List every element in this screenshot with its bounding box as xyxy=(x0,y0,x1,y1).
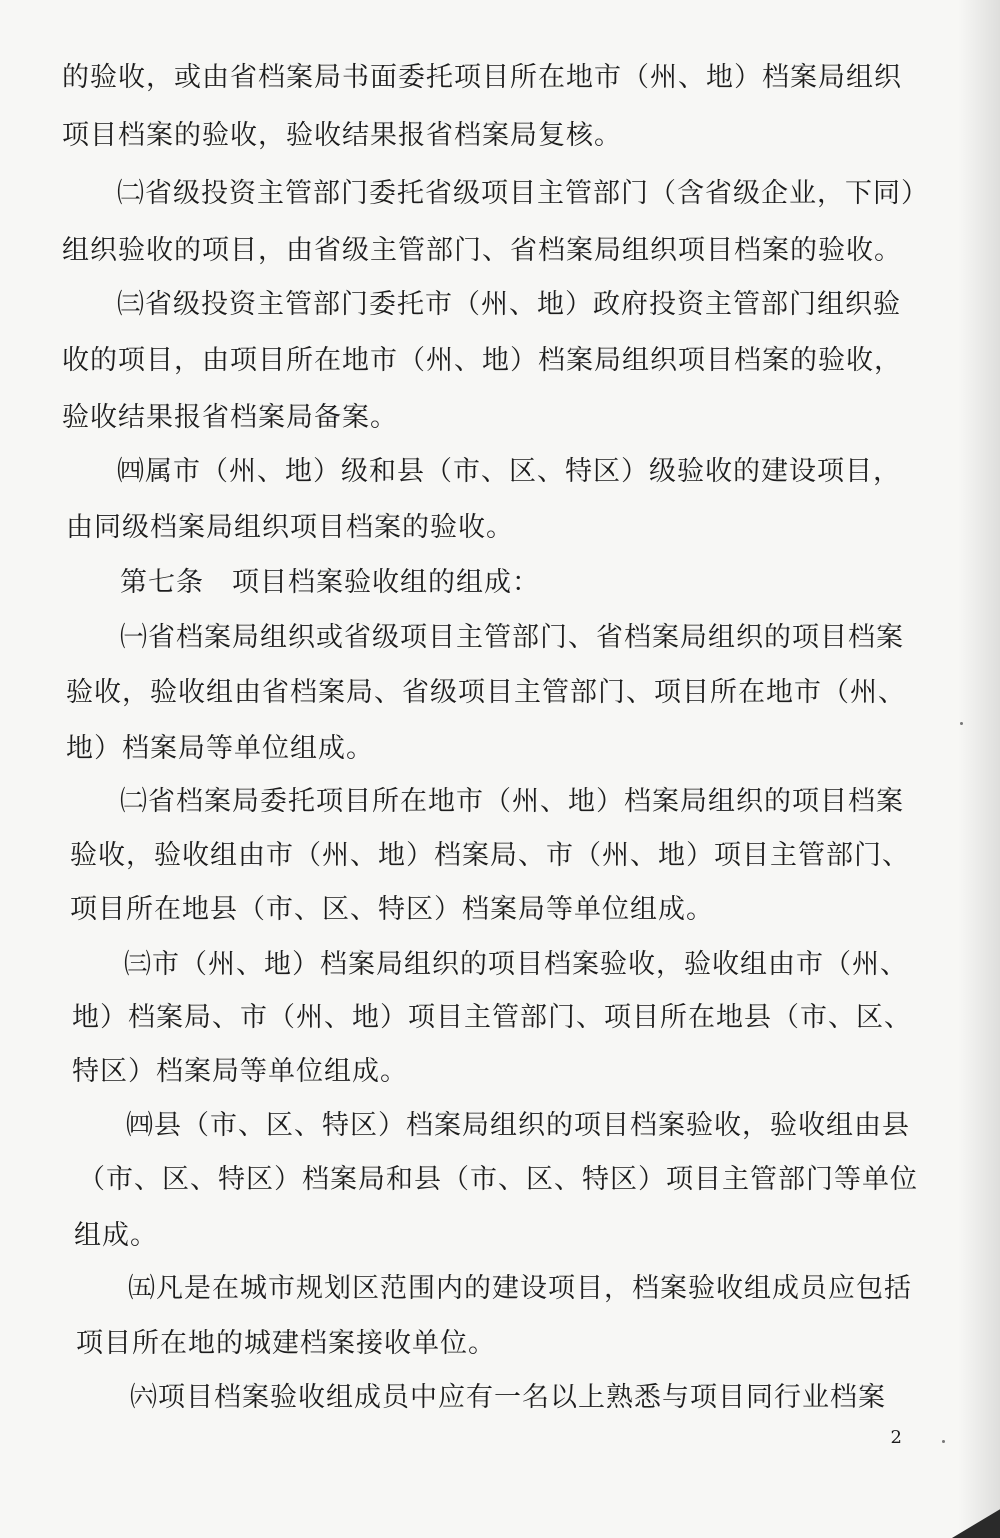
text-line: 收的项目，由项目所在地市（州、地）档案局组织项目档案的验收， xyxy=(62,345,902,376)
scan-edge-shadow xyxy=(958,0,1000,1538)
text-line: ㈣属市（州、地）级和县（市、区、特区）级验收的建设项目， xyxy=(117,456,901,487)
text-line: ㈣县（市、区、特区）档案局组织的项目档案验收，验收组由县 xyxy=(126,1110,910,1141)
text-line: 组织验收的项目，由省级主管部门、省档案局组织项目档案的验收。 xyxy=(62,235,902,266)
text-line: 项目所在地县（市、区、特区）档案局等单位组成。 xyxy=(70,894,714,925)
section-heading: 第七条 项目档案验收组的组成： xyxy=(120,567,540,598)
text-line: 由同级档案局组织项目档案的验收。 xyxy=(66,512,514,543)
scan-speck xyxy=(960,722,963,725)
text-line: 的验收，或由省档案局书面委托项目所在地市（州、地）档案局组织 xyxy=(62,62,902,93)
text-line: ㈠省档案局组织或省级项目主管部门、省档案局组织的项目档案 xyxy=(120,622,904,653)
text-line: （市、区、特区）档案局和县（市、区、特区）项目主管部门等单位 xyxy=(78,1164,918,1195)
text-line: ㈥项目档案验收组成员中应有一名以上熟悉与项目同行业档案 xyxy=(130,1382,886,1413)
text-line: 验收，验收组由市（州、地）档案局、市（州、地）项目主管部门、 xyxy=(70,840,910,871)
text-line: ㈢省级投资主管部门委托市（州、地）政府投资主管部门组织验 xyxy=(117,289,901,320)
text-line: 组成。 xyxy=(74,1220,158,1251)
scan-speck xyxy=(942,1440,945,1443)
text-line: 项目所在地的城建档案接收单位。 xyxy=(76,1328,496,1359)
text-line: 地）档案局、市（州、地）项目主管部门、项目所在地县（市、区、 xyxy=(72,1002,912,1033)
text-line: 项目档案的验收，验收结果报省档案局复核。 xyxy=(62,120,622,151)
text-line: 特区）档案局等单位组成。 xyxy=(72,1056,408,1087)
text-line: ㈢市（州、地）档案局组织的项目档案验收，验收组由市（州、 xyxy=(124,949,908,980)
page-number: 2 xyxy=(890,1427,902,1448)
text-line: ㈡省级投资主管部门委托省级项目主管部门（含省级企业，下同） xyxy=(117,178,929,209)
text-line: ㈡省档案局委托项目所在地市（州、地）档案局组织的项目档案 xyxy=(120,786,904,817)
text-line: ㈤凡是在城市规划区范围内的建设项目，档案验收组成员应包括 xyxy=(128,1273,912,1304)
text-line: 验收结果报省档案局备案。 xyxy=(62,402,398,433)
text-line: 地）档案局等单位组成。 xyxy=(66,733,374,764)
text-line: 验收，验收组由省档案局、省级项目主管部门、项目所在地市（州、 xyxy=(66,677,906,708)
